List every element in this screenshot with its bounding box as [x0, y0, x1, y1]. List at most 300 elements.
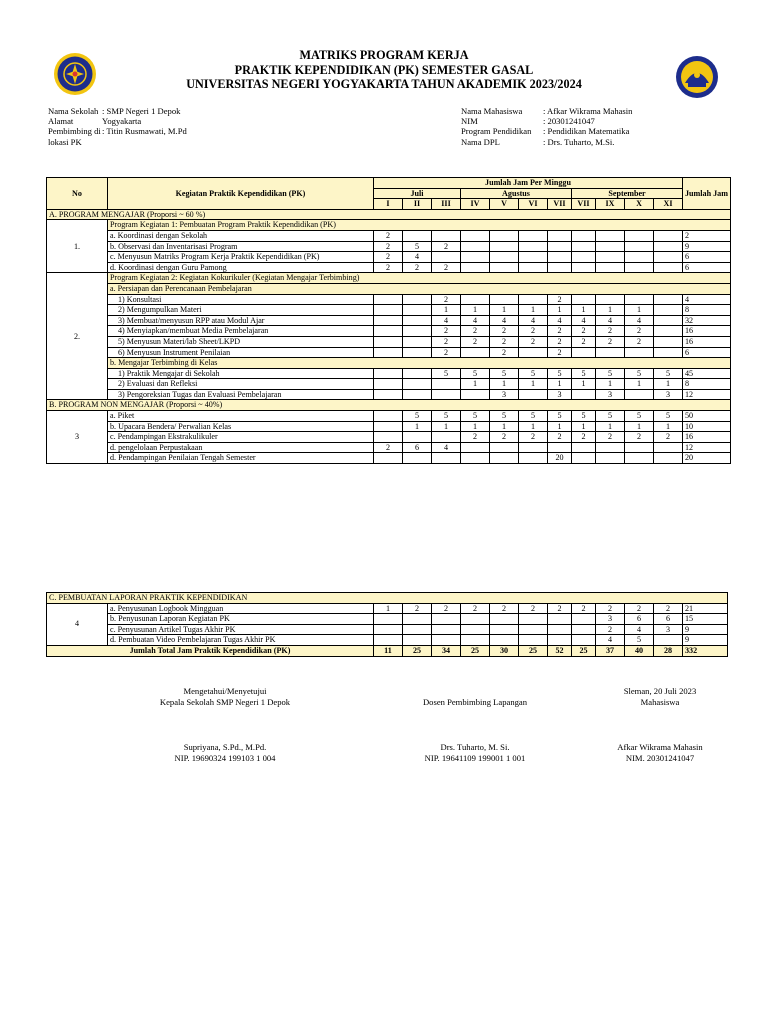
week-hours-cell: 1 — [572, 379, 596, 390]
table-row — [47, 432, 731, 443]
signature-dpl — [380, 686, 570, 764]
table-row — [47, 389, 731, 400]
week-hours-cell — [519, 347, 548, 358]
table-row — [47, 273, 731, 284]
week-hours-cell — [519, 294, 548, 305]
row-number: 2. — [47, 273, 108, 400]
week-hours-cell — [654, 347, 683, 358]
week-hours-cell: 2 — [374, 442, 403, 453]
activity-label: d. pengelolaan Perpustakaan — [108, 442, 374, 453]
title-line-3: UNIVERSITAS NEGERI YOGYAKARTA TAHUN AKADEMIK 2023/2024 — [186, 77, 582, 91]
table-row — [47, 411, 731, 422]
week-hours-cell: 2 — [432, 336, 461, 347]
week-hours-cell: 2 — [432, 326, 461, 337]
week-hours-cell: 1 — [572, 421, 596, 432]
week-hours-cell: 2 — [432, 603, 461, 614]
week-header: VII — [572, 199, 596, 210]
week-hours-cell: 2 — [374, 241, 403, 252]
week-hours-cell — [403, 315, 432, 326]
week-hours-cell: 1 — [432, 305, 461, 316]
week-hours-cell — [596, 252, 625, 263]
week-hours-cell: 5 — [654, 368, 683, 379]
week-hours-cell: 5 — [572, 368, 596, 379]
week-hours-cell: 6 — [625, 614, 654, 625]
total-hours-cell: 21 — [683, 603, 728, 614]
total-row — [47, 645, 728, 656]
week-hours-cell — [461, 453, 490, 464]
week-hours-cell — [374, 411, 403, 422]
week-hours-cell — [432, 252, 461, 263]
week-hours-cell: 2 — [490, 347, 519, 358]
week-hours-cell: 2 — [596, 432, 625, 443]
week-header: I — [374, 199, 403, 210]
week-hours-cell: 1 — [625, 379, 654, 390]
week-hours-cell — [461, 294, 490, 305]
week-hours-cell — [654, 453, 683, 464]
week-hours-cell — [403, 432, 432, 443]
section-a-title: A. PROGRAM MENGAJAR (Proporsi ~ 60 %) — [47, 209, 731, 220]
week-hours-cell: 5 — [596, 368, 625, 379]
title-line-2: PRAKTIK KEPENDIDIKAN (PK) SEMESTER GASAL — [234, 62, 534, 77]
table-row — [47, 442, 731, 453]
week-hours-cell: 2 — [374, 230, 403, 241]
week-hours-cell: 4 — [461, 315, 490, 326]
week-hours-cell: 2 — [548, 603, 572, 614]
total-hours-cell: 20 — [683, 453, 731, 464]
week-hours-cell — [572, 262, 596, 273]
col-header-no: No — [47, 178, 108, 210]
table-row — [47, 305, 731, 316]
week-hours-cell: 2 — [625, 326, 654, 337]
week-hours-cell: 2 — [490, 432, 519, 443]
week-hours-cell: 2 — [490, 326, 519, 337]
week-hours-cell — [461, 614, 490, 625]
week-hours-cell — [403, 230, 432, 241]
total-hours-cell: 12 — [683, 442, 731, 453]
week-hours-cell — [548, 624, 572, 635]
table-row — [47, 315, 731, 326]
week-hours-cell: 5 — [596, 411, 625, 422]
school-info — [48, 106, 187, 147]
week-hours-cell: 1 — [654, 421, 683, 432]
week-hours-cell: 4 — [625, 624, 654, 635]
week-hours-cell — [432, 389, 461, 400]
week-header: IV — [461, 199, 490, 210]
week-hours-cell — [596, 230, 625, 241]
activity-label: a. Koordinasi dengan Sekolah — [108, 230, 374, 241]
row-number: 1. — [47, 220, 108, 273]
activity-label: d. Pendampingan Penilaian Tengah Semester — [108, 453, 374, 464]
week-hours-cell: 5 — [490, 411, 519, 422]
week-hours-cell: 1 — [432, 421, 461, 432]
activity-label: 6) Menyusun Instrument Penilaian — [108, 347, 374, 358]
info-label: Program Pendidikan — [461, 126, 532, 137]
info-value: : Drs. Tuharto, M.Si. — [543, 136, 615, 147]
total-hours-cell: 16 — [683, 326, 731, 337]
week-hours-cell: 5 — [403, 411, 432, 422]
week-hours-cell — [461, 241, 490, 252]
week-hours-cell: 2 — [432, 347, 461, 358]
week-hours-cell: 3 — [596, 389, 625, 400]
week-hours-cell: 2 — [403, 262, 432, 273]
week-hours-cell — [519, 442, 548, 453]
week-hours-cell: 2 — [519, 336, 548, 347]
total-week-cell: 40 — [625, 645, 654, 656]
activity-label: b. Penyusunan Laporan Kegiatan PK — [108, 614, 374, 625]
week-hours-cell: 5 — [625, 368, 654, 379]
activity-label: c. Pendampingan Ekstrakulikuler — [108, 432, 374, 443]
week-hours-cell — [403, 624, 432, 635]
signature-name: Afkar Wikrama Mahasin — [617, 742, 703, 752]
week-hours-cell: 5 — [490, 368, 519, 379]
week-hours-cell: 2 — [519, 326, 548, 337]
info-label: Nama DPL — [461, 136, 500, 147]
week-hours-cell — [519, 624, 548, 635]
week-hours-cell: 2 — [432, 294, 461, 305]
week-hours-cell: 2 — [548, 326, 572, 337]
activity-label: 1) Konsultasi — [108, 294, 374, 305]
week-hours-cell: 4 — [625, 315, 654, 326]
week-hours-cell: 2 — [461, 336, 490, 347]
week-hours-cell: 3 — [596, 614, 625, 625]
week-hours-cell — [403, 294, 432, 305]
week-hours-cell — [654, 635, 683, 646]
week-hours-cell: 5 — [403, 241, 432, 252]
week-hours-cell — [519, 453, 548, 464]
week-hours-cell — [403, 347, 432, 358]
total-week-cell: 28 — [654, 645, 683, 656]
week-hours-cell — [490, 614, 519, 625]
week-hours-cell — [548, 252, 572, 263]
signature-line: Sleman, 20 Juli 2023 — [623, 686, 697, 696]
week-hours-cell — [519, 262, 548, 273]
week-hours-cell — [374, 624, 403, 635]
info-label: Alamat — [48, 116, 74, 127]
table-row — [47, 603, 728, 614]
week-hours-cell: 2 — [625, 603, 654, 614]
week-hours-cell — [519, 252, 548, 263]
table-row — [47, 421, 731, 432]
week-hours-cell: 1 — [596, 421, 625, 432]
activity-label: 2) Evaluasi dan Refleksi — [108, 379, 374, 390]
week-hours-cell — [596, 262, 625, 273]
week-hours-cell: 4 — [596, 635, 625, 646]
week-hours-cell — [374, 326, 403, 337]
week-hours-cell — [572, 614, 596, 625]
subprogram-title: a. Persiapan dan Perencanaan Pembelajaran — [108, 283, 731, 294]
week-hours-cell: 5 — [625, 411, 654, 422]
week-header: V — [490, 199, 519, 210]
total-hours-cell: 16 — [683, 432, 731, 443]
activity-label: c. Menyusun Matriks Program Kerja Praktik Kependidikan (PK) — [108, 252, 374, 263]
week-hours-cell: 2 — [654, 432, 683, 443]
week-hours-cell — [654, 305, 683, 316]
student-info — [461, 106, 632, 147]
week-hours-cell: 5 — [654, 411, 683, 422]
week-hours-cell: 2 — [625, 432, 654, 443]
table-row — [47, 262, 731, 273]
week-hours-cell: 4 — [548, 315, 572, 326]
week-header: XI — [654, 199, 683, 210]
week-hours-cell — [548, 262, 572, 273]
week-hours-cell: 2 — [654, 603, 683, 614]
total-hours-cell: 2 — [683, 230, 731, 241]
info-label: Nama Mahasiswa — [461, 106, 523, 116]
activity-label: d. Pembuatan Video Pembelajaran Tugas Akhir PK — [108, 635, 374, 646]
total-week-cell: 25 — [403, 645, 432, 656]
week-hours-cell — [625, 347, 654, 358]
week-hours-cell: 1 — [548, 421, 572, 432]
week-hours-cell — [625, 294, 654, 305]
table-row — [47, 252, 731, 263]
week-hours-cell — [490, 453, 519, 464]
week-header: III — [432, 199, 461, 210]
week-hours-cell: 4 — [432, 315, 461, 326]
week-hours-cell — [461, 262, 490, 273]
activity-label: d. Koordinasi dengan Guru Pamong — [108, 262, 374, 273]
week-hours-cell — [374, 432, 403, 443]
signature-nip: NIP. 19641109 199001 1 001 — [424, 753, 526, 763]
week-hours-cell — [572, 453, 596, 464]
total-week-cell: 37 — [596, 645, 625, 656]
report-table — [46, 592, 728, 657]
week-hours-cell — [432, 453, 461, 464]
week-hours-cell: 1 — [490, 421, 519, 432]
signature-nip: NIP. 19690324 199103 1 004 — [174, 753, 276, 763]
month-header: Agustus — [461, 188, 572, 199]
info-value: : Afkar Wikrama Mahasin — [543, 106, 633, 116]
week-hours-cell — [596, 453, 625, 464]
week-hours-cell — [654, 294, 683, 305]
week-hours-cell — [403, 614, 432, 625]
table-row — [47, 220, 731, 231]
week-hours-cell — [519, 635, 548, 646]
uny-emblem-icon — [675, 55, 719, 99]
week-hours-cell — [374, 336, 403, 347]
week-hours-cell: 3 — [654, 624, 683, 635]
total-hours-cell: 16 — [683, 336, 731, 347]
week-hours-cell: 5 — [519, 368, 548, 379]
week-hours-cell — [403, 379, 432, 390]
grand-total-cell: 332 — [683, 645, 728, 656]
col-header-jumlah-per-minggu: Jumlah Jam Per Minggu — [374, 178, 683, 189]
week-hours-cell — [548, 230, 572, 241]
week-hours-cell: 1 — [461, 379, 490, 390]
week-hours-cell: 2 — [596, 624, 625, 635]
activity-label: 5) Menyusun Materi/lab Sheet/LKPD — [108, 336, 374, 347]
activity-label: 3) Membuat/menyusun RPP atau Modul Ajar — [108, 315, 374, 326]
week-hours-cell — [432, 614, 461, 625]
week-hours-cell — [572, 241, 596, 252]
signature-name: Supriyana, S.Pd., M.Pd. — [183, 742, 267, 752]
table-row — [47, 241, 731, 252]
week-hours-cell — [403, 635, 432, 646]
week-hours-cell — [596, 347, 625, 358]
week-hours-cell: 4 — [432, 442, 461, 453]
week-hours-cell: 2 — [572, 603, 596, 614]
program-title: Program Kegiatan 2: Kegiatan Kokurikuler (Kegiatan Mengajar Terbimbing) — [108, 273, 731, 284]
month-header: September — [572, 188, 683, 199]
week-hours-cell — [461, 389, 490, 400]
week-hours-cell: 2 — [596, 326, 625, 337]
signature-line: Mahasiswa — [640, 697, 680, 707]
week-hours-cell — [432, 230, 461, 241]
info-value: : SMP Negeri 1 Depok — [102, 106, 181, 116]
week-hours-cell: 1 — [654, 379, 683, 390]
week-hours-cell — [654, 230, 683, 241]
info-value: : Titin Rusmawati, M.Pd — [102, 126, 187, 137]
week-hours-cell: 5 — [548, 368, 572, 379]
week-hours-cell: 2 — [374, 252, 403, 263]
week-hours-cell — [625, 442, 654, 453]
program-matrix-table — [46, 177, 731, 464]
week-hours-cell — [625, 389, 654, 400]
week-hours-cell — [572, 624, 596, 635]
col-header-kegiatan: Kegiatan Praktik Kependidikan (PK) — [108, 178, 374, 210]
table-row — [47, 453, 731, 464]
total-hours-cell: 15 — [683, 614, 728, 625]
title-line-1: MATRIKS PROGRAM KERJA — [299, 48, 469, 62]
week-hours-cell — [490, 294, 519, 305]
week-hours-cell — [654, 241, 683, 252]
activity-label: 2) Mengumpulkan Materi — [108, 305, 374, 316]
table-row — [47, 635, 728, 646]
week-hours-cell: 1 — [519, 305, 548, 316]
week-hours-cell — [490, 635, 519, 646]
week-hours-cell: 2 — [596, 603, 625, 614]
week-hours-cell — [654, 262, 683, 273]
week-hours-cell — [654, 442, 683, 453]
week-hours-cell — [490, 241, 519, 252]
week-hours-cell: 2 — [572, 336, 596, 347]
week-hours-cell — [572, 389, 596, 400]
table-row — [47, 379, 731, 390]
week-hours-cell: 2 — [572, 326, 596, 337]
week-hours-cell: 2 — [548, 432, 572, 443]
week-hours-cell: 1 — [490, 379, 519, 390]
signature-nip: NIM. 20301241047 — [625, 753, 695, 763]
total-hours-cell: 4 — [683, 294, 731, 305]
info-value: Yogyakarta — [102, 116, 142, 127]
month-header: Juli — [374, 188, 461, 199]
week-hours-cell — [572, 347, 596, 358]
week-hours-cell — [654, 252, 683, 263]
total-week-cell: 52 — [548, 645, 572, 656]
row-number: 4 — [47, 603, 108, 645]
week-hours-cell — [548, 442, 572, 453]
section-c-title: C. PEMBUATAN LAPORAN PRAKTIK KEPENDIDIKAN — [47, 593, 728, 604]
info-value: : 20301241047 — [543, 116, 595, 127]
week-hours-cell — [490, 442, 519, 453]
week-hours-cell — [403, 326, 432, 337]
week-hours-cell — [461, 624, 490, 635]
week-hours-cell: 2 — [519, 603, 548, 614]
week-hours-cell — [374, 635, 403, 646]
activity-label: b. Observasi dan Inventarisasi Program — [108, 241, 374, 252]
total-hours-cell: 9 — [683, 635, 728, 646]
week-hours-cell: 1 — [596, 379, 625, 390]
week-header: II — [403, 199, 432, 210]
week-hours-cell — [625, 453, 654, 464]
week-hours-cell: 6 — [654, 614, 683, 625]
week-hours-cell — [490, 262, 519, 273]
week-hours-cell: 1 — [572, 305, 596, 316]
week-hours-cell — [625, 252, 654, 263]
table-row — [47, 347, 731, 358]
signature-name: Drs. Tuharto, M. Si. — [440, 742, 510, 752]
week-hours-cell: 2 — [461, 326, 490, 337]
activity-label: 1) Praktik Mengajar di Sekolah — [108, 368, 374, 379]
week-hours-cell — [374, 421, 403, 432]
week-hours-cell: 1 — [461, 305, 490, 316]
signature-line: Mengetahui/Menyetujui — [183, 686, 267, 696]
week-hours-cell — [432, 635, 461, 646]
week-hours-cell — [654, 336, 683, 347]
info-label: Pembimbing di lokasi PK — [48, 126, 101, 147]
table-row — [47, 614, 728, 625]
week-hours-cell: 5 — [572, 411, 596, 422]
week-hours-cell — [572, 230, 596, 241]
week-hours-cell — [374, 614, 403, 625]
activity-label: c. Penyusunan Artikel Tugas Akhir PK — [108, 624, 374, 635]
table-row — [47, 624, 728, 635]
week-hours-cell — [374, 368, 403, 379]
week-hours-cell — [548, 614, 572, 625]
week-hours-cell: 2 — [490, 336, 519, 347]
week-hours-cell: 2 — [572, 432, 596, 443]
section-b-title: B. PROGRAM NON MENGAJAR (Proporsi ~ 40%) — [47, 400, 731, 411]
week-header: X — [625, 199, 654, 210]
table-row — [47, 283, 731, 294]
total-week-cell: 30 — [490, 645, 519, 656]
week-hours-cell — [519, 230, 548, 241]
week-hours-cell: 1 — [461, 421, 490, 432]
week-hours-cell: 3 — [548, 389, 572, 400]
week-hours-cell: 4 — [403, 252, 432, 263]
total-hours-cell: 6 — [683, 347, 731, 358]
activity-label: b. Upacara Bendera/ Perwalian Kelas — [108, 421, 374, 432]
table-row — [47, 336, 731, 347]
week-hours-cell — [461, 252, 490, 263]
week-hours-cell — [572, 442, 596, 453]
signature-line: Kepala Sekolah SMP Negeri 1 Depok — [159, 697, 291, 707]
table-row — [47, 358, 731, 369]
table-row — [47, 294, 731, 305]
week-hours-cell: 5 — [461, 411, 490, 422]
week-hours-cell: 2 — [596, 336, 625, 347]
week-hours-cell — [519, 241, 548, 252]
total-week-cell: 11 — [374, 645, 403, 656]
info-label: Nama Sekolah — [48, 106, 99, 116]
week-hours-cell: 3 — [490, 389, 519, 400]
week-hours-cell — [654, 315, 683, 326]
week-hours-cell — [596, 294, 625, 305]
week-hours-cell: 1 — [490, 305, 519, 316]
activity-label: a. Piket — [108, 411, 374, 422]
week-hours-cell — [461, 635, 490, 646]
uny-emblem-icon — [53, 52, 97, 96]
row-number: 3 — [47, 411, 108, 464]
table-row — [47, 368, 731, 379]
week-hours-cell — [432, 624, 461, 635]
total-week-cell: 25 — [572, 645, 596, 656]
week-hours-cell — [374, 389, 403, 400]
activity-label: 3) Pengoreksian Tugas dan Evaluasi Pembelajaran — [108, 389, 374, 400]
total-hours-cell: 10 — [683, 421, 731, 432]
week-hours-cell — [572, 635, 596, 646]
week-hours-cell — [403, 368, 432, 379]
week-hours-cell — [374, 294, 403, 305]
